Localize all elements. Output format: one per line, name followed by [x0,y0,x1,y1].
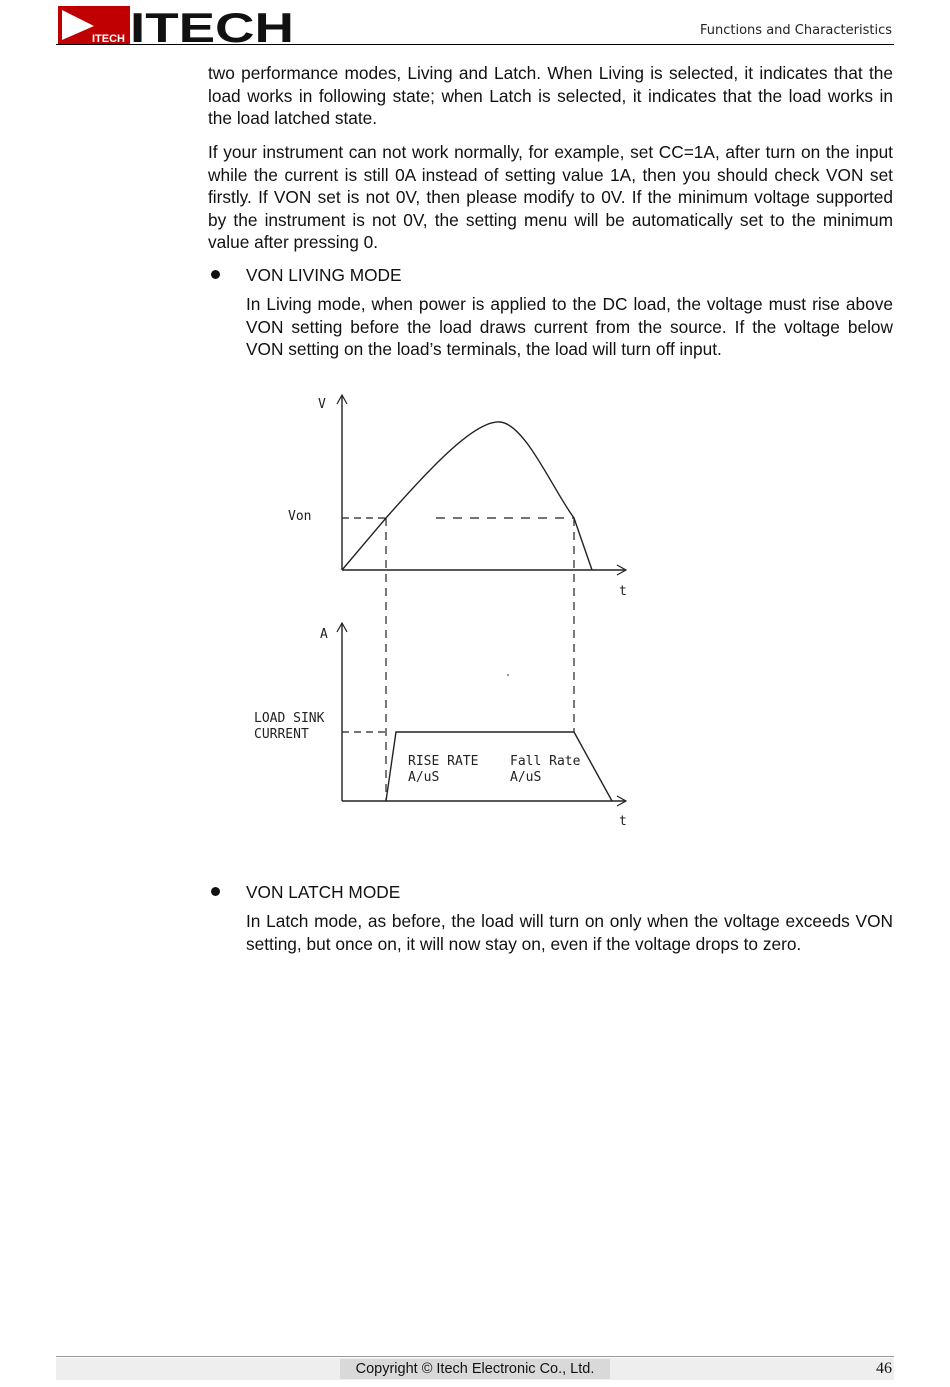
section-title: Functions and Characteristics [700,23,892,38]
latch-mode-text: In Latch mode, as before, the load will turn on only when the voltage exceeds VON setting, but once on, it will now stay on, even if the voltage drops to zero. [246,911,893,954]
sink-current-label-1: LOAD SINK [254,711,325,726]
itech-logo [58,4,298,46]
stray-dot [507,674,509,676]
latch-mode-heading: VON LATCH MODE [246,882,401,902]
fall-rate-label-2: A/uS [510,770,542,785]
t-axis-bottom-label: t [619,814,627,829]
logo-wordmark: ITECH [130,4,294,46]
a-axis-label: A [320,627,328,642]
footer-divider [56,1356,894,1357]
sink-current-label-2: CURRENT [254,727,309,742]
bullet-icon [211,887,220,896]
paragraph-modes: two performance modes, Living and Latch. When Living is selected, it indicates that the load works in following state; when Latch is selected, it indicates that the load works in the load latched state. [208,63,893,128]
paragraph-troubleshoot: If your instrument can not work normally, for example, set CC=1A, after turn on the input while the current is still 0A instead of setting value 1A, then you should check VON set firstly. If VON set is not 0V, then please modify to 0V. If the minimum voltage supported by the instrument is not 0V, the setting menu will be automatically set to the minimum value after pressing 0. [208,142,893,252]
voltage-curve [342,422,592,570]
living-mode-text: In Living mode, when power is applied to the DC load, the voltage must rise above VON setting before the load draws current from the source. If the voltage below VON setting on the load’s terminals, the load will turn off input. [246,294,893,359]
logo-small-text: ITECH [92,33,125,45]
von-label: Von [288,509,312,524]
von-living-diagram [240,388,660,838]
fall-rate-label-1: Fall Rate [510,754,581,769]
header-divider [56,44,894,45]
footer-copyright: Copyright © Itech Electronic Co., Ltd. [340,1359,610,1379]
t-axis-top-label: t [619,584,627,599]
v-axis-label: V [318,397,326,412]
page-number: 46 [876,1360,892,1377]
rise-rate-label-1: RISE RATE [408,754,479,769]
rise-rate-label-2: A/uS [408,770,440,785]
living-mode-heading: VON LIVING MODE [246,265,402,285]
bullet-icon [211,270,220,279]
